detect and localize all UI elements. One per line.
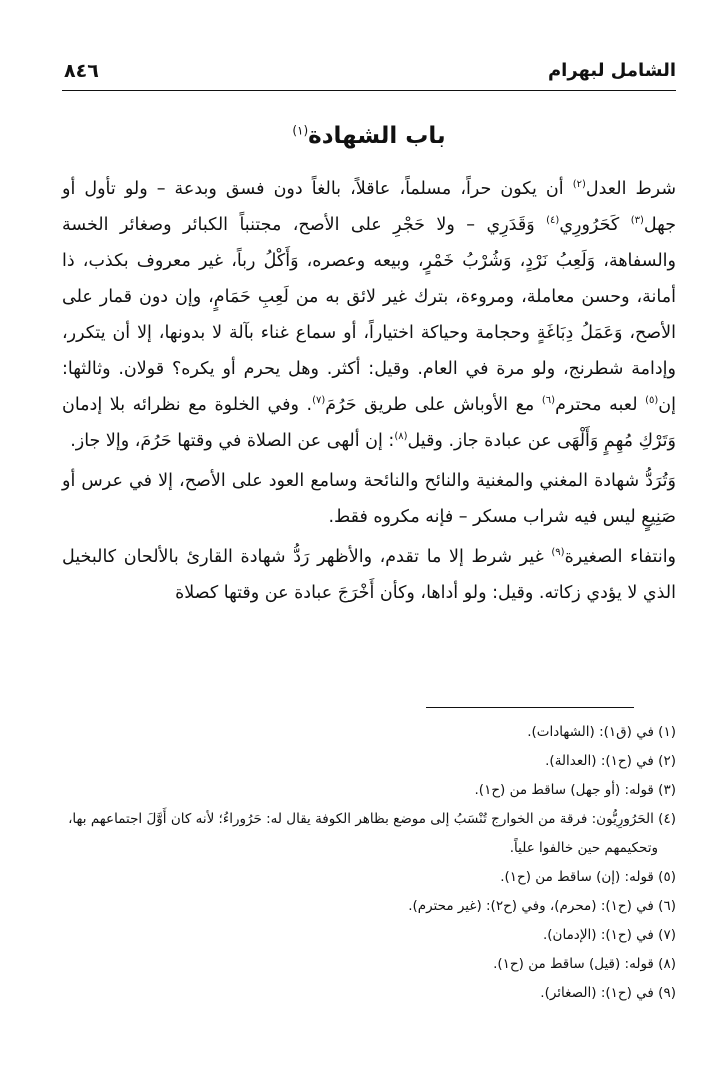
footnote-separator	[426, 707, 634, 708]
footnote-ref: (٤)	[546, 215, 560, 227]
paragraph	[62, 171, 676, 459]
paragraph-text: : إن ألهى عن الصلاة في وقتها حَرُمَ، وإلا جاز.	[70, 431, 395, 451]
paragraph-text: كَحَرُورِي	[559, 215, 631, 235]
paragraph-text: لعبه محترم	[555, 395, 646, 415]
paragraph-lead: شرط العدل	[585, 179, 677, 199]
footnote-ref: (٣)	[630, 215, 644, 227]
footnote: (٤) الحَرُورِيُّون: فرقة من الخوارج تُنْسَبُ إلى موضع بظاهر الكوفة يقال له: حَرُوراءُ؛ لأنه كان أَوَّلَ اجتماعهم بها،	[68, 811, 676, 827]
paragraph	[62, 463, 676, 535]
footnotes	[62, 718, 676, 1008]
paragraph-text: . وفي الخلوة مع نظرائه بلا إدمان وَتَرْكِ مُهِمٍ وَأَلْهَى عن عبادة جاز. وقيل	[62, 395, 676, 451]
footnote: (٩) في (ح١): (الصغائر).	[540, 985, 676, 1001]
running-header	[62, 60, 676, 91]
footnote: (٨) قوله: (قيل) ساقط من (ح١).	[493, 956, 676, 972]
footnote-ref: (٨)	[394, 431, 408, 443]
chapter-title-text: باب الشهادة	[308, 123, 446, 149]
footnote-ref: (١)	[292, 123, 309, 138]
paragraph-text: وَتُرَدُّ شهادة المغني والمغنية والنائح والنائحة وسامع العود على الأصح، إلا في عرس أو صَنِيعٍ ليس فيه شراب مسكر – فإنه مكروه فقط.	[62, 471, 676, 527]
footnote-ref: (٢)	[572, 179, 586, 191]
footnote-ref: (٥)	[645, 395, 659, 407]
paragraph-text: وانتفاء الصغيرة	[564, 547, 677, 567]
footnote: (٦) في (ح١): (محرم)، وفي (ح٢): (غير محترم).	[408, 898, 676, 914]
footnote: (٣) قوله: (أو جهل) ساقط من (ح١).	[474, 782, 676, 798]
footnote-ref: (٩)	[551, 547, 565, 559]
main-text	[62, 171, 676, 615]
chapter-title	[62, 123, 676, 149]
footnote: (٥) قوله: (إن) ساقط من (ح١).	[500, 869, 676, 885]
footnote: (٧) في (ح١): (الإدمان).	[542, 927, 676, 943]
footnote-ref: (٧)	[312, 395, 326, 407]
paragraph	[62, 539, 676, 611]
paragraph-text: غير شرط إلا ما تقدم، والأظهر رَدُّ شهادة القارئ بالألحان كالبخيل الذي لا يؤدي زكاته. وقيل: ولو أداها، وكأن أَخْرَجَ عبادة عن وقتها كصلاة	[62, 547, 676, 603]
paragraph-text: أن يكون حراً، مسلماً، عاقلاً، بالغاً دون فسق وبدعة – ولو تأول أو جهل	[62, 179, 677, 235]
paragraph-text: وَقَدَرِي – ولا حَجْرِ على الأصح، مجتنباً الكبائر وصغائر الخسة والسفاهة، وَلَعِبُ نَرْدٍ، وَشُرْبُ خَمْرٍ، وبيعه وعصره، وَأَكْلُ رباً، غير معروف بكذب، ذا أمانة، وحسن معاملة، ومروءة، بترك غير لائق به من لَعِبِ حَمَامٍ، وإن دون قمار على الأصح، وَعَمَلُ دِبَاغَةٍ وحجامة وحياكة اختياراً، أو سماع غناء بآلة لا بدونها، إلا أن يتكرر، وإدامة شطرنج، ولو مرة في العام. وقيل: أكثر. وهل يحرم أو يكره؟ قولان. وثالثها: إن	[62, 215, 677, 415]
footnote: (١) في (ق١): (الشهادات).	[527, 724, 676, 740]
footnote: (٢) في (ح١): (العدالة).	[545, 753, 676, 769]
footnote-continuation: وتحكيمهم حين خالفوا علياً.	[509, 840, 658, 856]
footnote-ref: (٦)	[541, 395, 556, 407]
page-number: ٨٤٦	[64, 60, 99, 82]
paragraph-text: مع الأوباش على طريق حَرُمَ	[325, 395, 542, 415]
book-title: الشامل لبهرام	[547, 60, 676, 81]
